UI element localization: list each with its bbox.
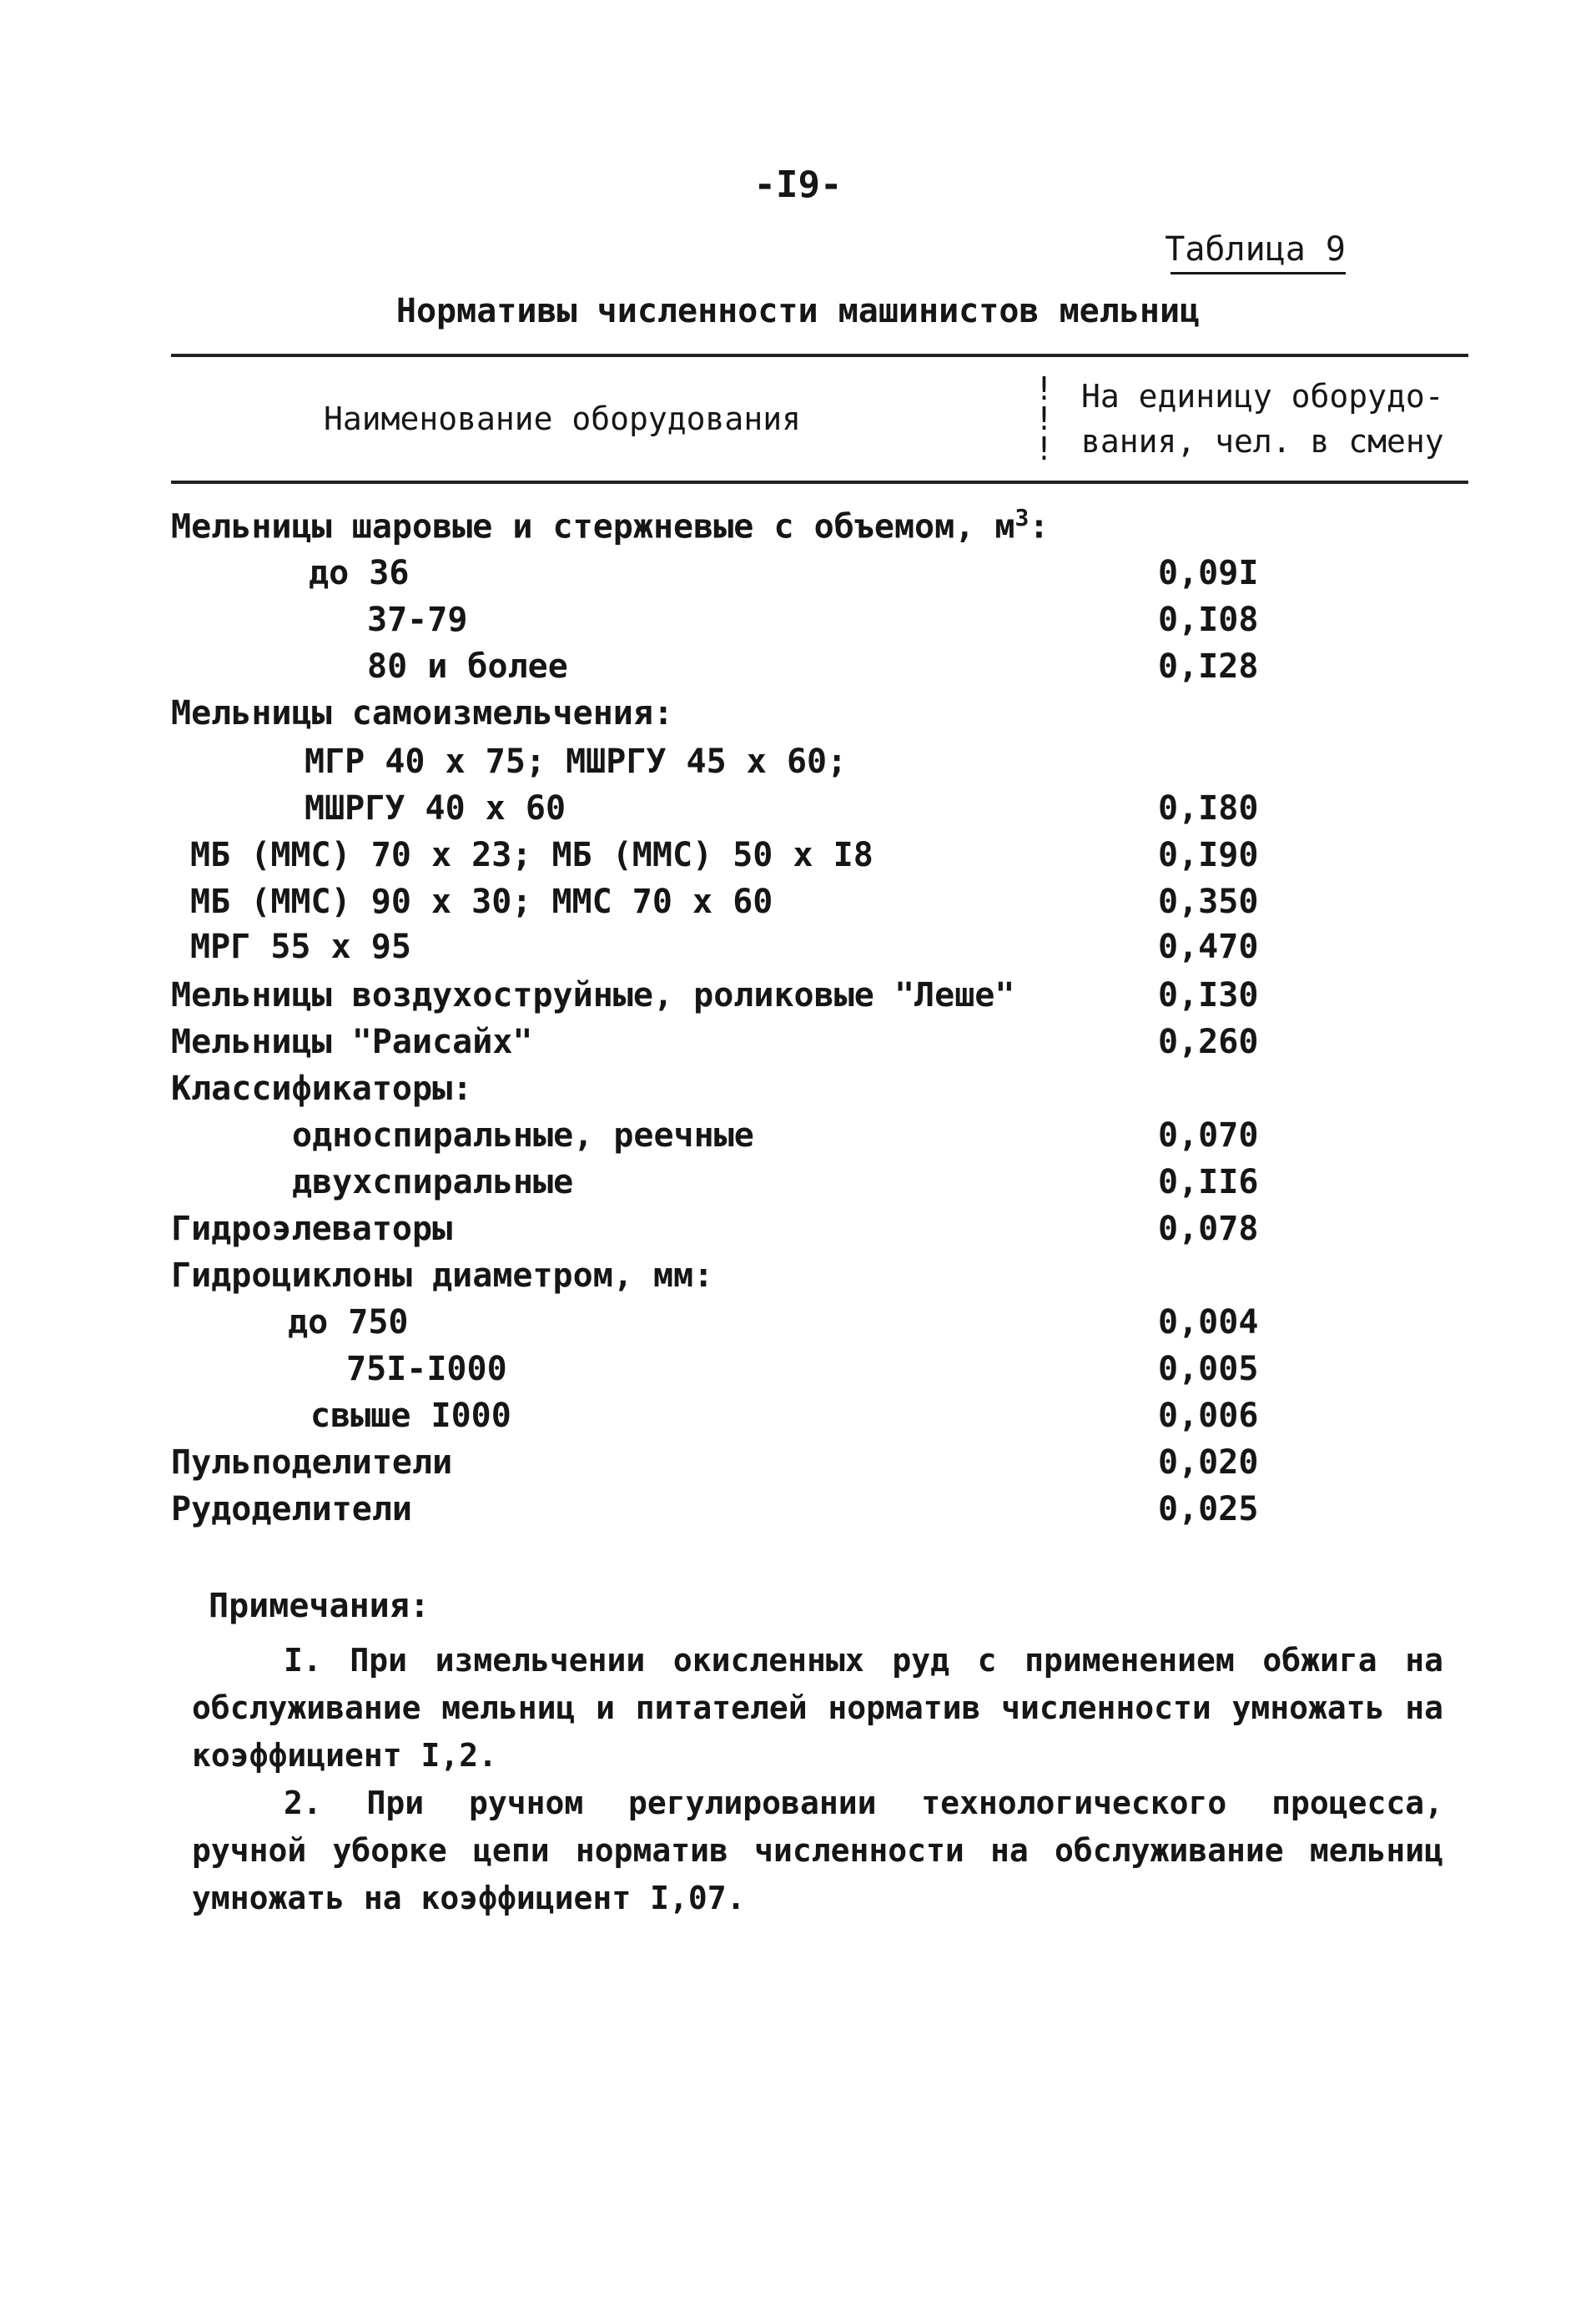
row-name: МГР 40 х 75; МШРГУ 45 х 60; [305,743,848,781]
row-name: 75I-I000 [346,1350,507,1388]
table-top-rule [171,354,1468,357]
table-label: Таблица 9 [1165,230,1346,269]
row-value: 0,I80 [1158,789,1259,828]
row-name: до 750 [288,1303,409,1342]
row-name: МБ (ММС) 90 х 30; ММС 70 х 60 [190,883,773,921]
row-name: 37-79 [367,601,468,639]
row-value: 0,I30 [1158,976,1259,1015]
row-name: Мельницы шаровые и стержневые с объемом, $м^3$: [171,504,1050,546]
table-title: Нормативы численности машинистов мельниц [395,292,1201,330]
column-header-per-unit-line1: На единицу оборудо- [1081,378,1444,415]
row-name: МШРГУ 40 х 60 [305,789,566,828]
row-value: 0,020 [1158,1443,1259,1482]
row-name: до 36 [309,554,410,592]
row-value: 0,078 [1158,1210,1259,1248]
row-name: Мельницы "Раисайх" [171,1023,533,1061]
row-value: 0,I08 [1158,601,1259,639]
row-value: 0,II6 [1158,1163,1259,1201]
row-name: односпиральные, реечные [292,1116,754,1155]
row-value: 0,09I [1158,554,1259,592]
row-name: Мельницы самоизмельчения: [171,694,674,733]
row-value: 0,260 [1158,1023,1259,1061]
row-name: Классификаторы: [171,1070,473,1108]
row-name: МБ (ММС) 70 х 23; МБ (ММС) 50 х I8 [190,836,874,874]
row-name: Гидроциклоны диаметром, мм: [171,1256,714,1295]
notes-title: Примечания: [209,1587,430,1625]
column-header-per-unit-line2: вания, чел. в смену [1081,423,1444,460]
row-name: свыше I000 [310,1397,511,1435]
row-name: Гидроэлеваторы [171,1210,453,1248]
unit-superscript: 3 [1014,504,1030,531]
row-value: 0,025 [1158,1490,1259,1528]
row-value: 0,070 [1158,1116,1259,1155]
note-2: 2. При ручном регулировании технологического процесса, ручной уборке цепи норматив численности на обслуживание мельниц умножать на коэффициент I,07. [192,1785,1443,1916]
row-name: 80 и более [367,647,568,686]
row-value: 0,I90 [1158,836,1259,874]
column-separator: ! ! ! [1035,370,1054,467]
row-value: 0,006 [1158,1397,1259,1435]
row-value: 0,I28 [1158,647,1259,686]
table-header-rule [171,481,1468,484]
column-header-equipment: Наименование оборудования [324,400,801,437]
column-header-per-unit [1081,374,1444,464]
row-value: 0,004 [1158,1303,1259,1342]
row-value: 0,350 [1158,883,1259,921]
row-name: Рудоделители [171,1490,412,1528]
note-1: I. При измельчении окисленных руд с применением обжига на обслуживание мельниц и питателей норматив численности умножать на коэффициент I,2. [192,1642,1443,1774]
row-name: Пульподелители [171,1443,453,1482]
row-name: Мельницы воздухоструйные, роликовые "Леше" [171,976,1015,1015]
page-number: -I9- [753,164,843,206]
row-value: 0,005 [1158,1350,1259,1388]
row-name: двухспиральные [292,1163,574,1201]
row-name: МРГ 55 х 95 [190,928,411,966]
row-value: 0,470 [1158,928,1259,966]
table-label-underline [1171,272,1346,274]
